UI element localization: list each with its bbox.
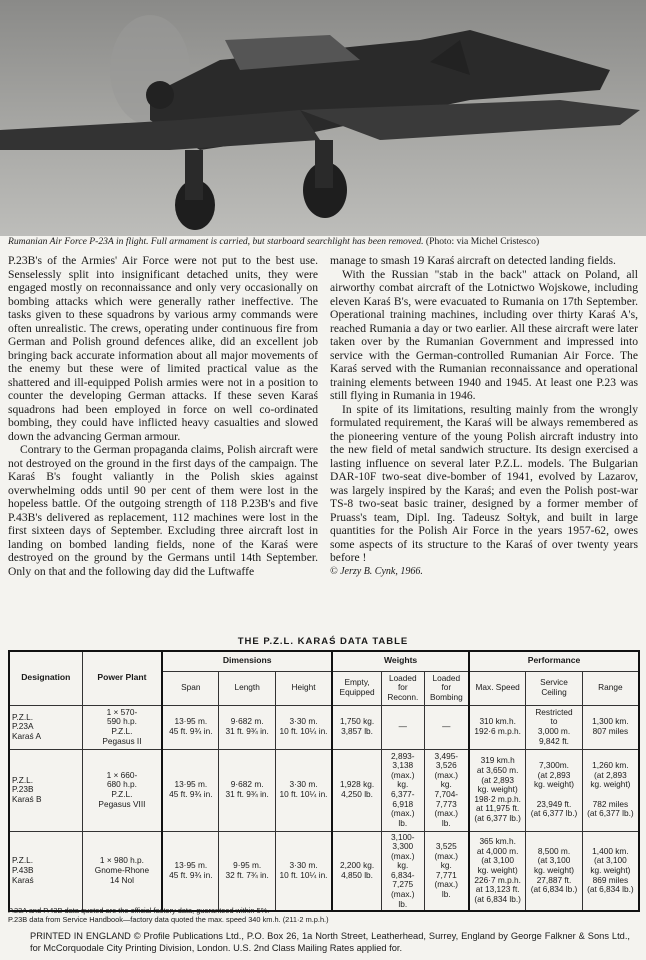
table-cell: — [382, 705, 424, 749]
header-bombing: Loaded for Bombing [424, 671, 469, 705]
table-cell: 1 × 660- 680 h.p. P.Z.L. Pegasus VIII [82, 749, 162, 831]
paragraph: In spite of its limitations, resulting mainly from the wrongly formulated requirement, the Karaś will be always remembered as the pioneering venture of the young Polish aircraft industry into the new field of metal sandwich structure. Its design exercised a lasting influence on several later P.Z.L. models. The Bulgarian DAR-10F two-seat dive-bomber of 1941, evolved by Lazarov, was largely inspired by the Karaś; and even the Polish post-war TS-8 two-seat basic trainer, designed by a former member of Pruass's team, Dipl. Ing. Tadeusz Sołtyk, and built in large quantities for the Polish Air Force in the years 1957-62, owes some aspects of its structure to the Karaś of over twenty years before ! [330, 402, 638, 564]
table-cell: 13·95 m. 45 ft. 9¾ in. [162, 705, 219, 749]
table-title: THE P.Z.L. KARAŚ DATA TABLE [237, 636, 409, 647]
photo-credit: (Photo: via Michel Cristesco) [425, 236, 540, 247]
table-cell: 365 km.h. at 4,000 m. (at 3,100 kg. weight) 226·7 m.p.h. at 13,123 ft. (at 6,834 lb.) [469, 831, 526, 911]
header-dimensions: Dimensions [162, 651, 332, 671]
paragraph: P.23B's of the Armies' Air Force were not put to the best use. Senselessly split into insignificant detached units, they were engaged mostly on reconnaissance and only very occasionally on bombing attacks which were generally rather ineffective. The tasks given to these squadrons by various army commands were often unrealistic. The crews, operating under continuous fire from German and Polish ground defences alike, did an excellent job bringing back accurate information about all major movements of the enemy but these were of limited practical value as the shattered and ill-equipped Polish armies were not in a position to counter the developing German attacks. If these seven Karaś squadrons had been employed in force on well co-ordinated bombing, they could have inflicted heavy casualties and slowed down the advancing German armour. [8, 254, 318, 443]
header-weights: Weights [332, 651, 469, 671]
table-cell: 1,300 km. 807 miles [582, 705, 639, 749]
header-height: Height [275, 671, 332, 705]
table-cell: 3,525 (max.) kg. 7,771 (max.) lb. [424, 831, 469, 911]
table-row [9, 831, 639, 911]
table-notes [8, 906, 329, 924]
table-cell: 1,400 km. (at 3,100 kg. weight) 869 miles (at 6,834 lb.) [582, 831, 639, 911]
table-cell: 9·95 m. 32 ft. 7¾ in. [219, 831, 276, 911]
table-cell: P.Z.L. P.43B Karaś [9, 831, 82, 911]
header-designation: Designation [9, 651, 82, 705]
caption-text: Rumanian Air Force P-23A in flight. Full armament is carried, but starboard searchlight has been removed. [8, 236, 424, 247]
table-cell: 7,300m. (at 2,893 kg. weight) 23,949 ft. (at 6,377 lb.) [526, 749, 583, 831]
table-cell: 319 km.h at 3,650 m. (at 2,893 kg. weight) 198·2 m.p.h. at 11,975 ft. (at 6,377 lb.) [469, 749, 526, 831]
table-cell: 1,928 kg. 4,250 lb. [332, 749, 382, 831]
header-performance: Performance [469, 651, 639, 671]
table-cell: 3·30 m. 10 ft. 10¼ in. [275, 705, 332, 749]
paragraph: manage to smash 19 Karaś aircraft on detected landing fields. [330, 254, 616, 267]
table-cell: 310 km.h. 192·6 m.p.h. [469, 705, 526, 749]
note: P.23A and P.43B data quoted are the official factory data, guaranteed within 5%. [8, 906, 270, 915]
data-table [8, 650, 640, 912]
header-empty: Empty, Equipped [332, 671, 382, 705]
table-cell: 9·682 m. 31 ft. 9¾ in. [219, 749, 276, 831]
header-span: Span [162, 671, 219, 705]
table-row [9, 749, 639, 831]
header-max-speed: Max. Speed [469, 671, 526, 705]
table-cell: 3·30 m. 10 ft. 10¼ in. [275, 749, 332, 831]
printer-footer: PRINTED IN ENGLAND © Profile Publications Ltd., P.O. Box 26, 1a North Street, Leatherhead, Surrey, England by George Falkner & Sons Ltd., for McCorquodale City Printing Division, London. U.S. 2nd Class Mailing Rates applied for. [30, 931, 630, 953]
table-cell: 3·30 m. 10 ft. 10¼ in. [275, 831, 332, 911]
paragraph: With the Russian "stab in the back" attack on Poland, all airworthy combat aircraft of the Lotnictwo Wojskowe, including eleven Karaś B's, were evacuated to Rumania on 17th September. Operational training machines, including over thirty Karaś A's, reached Rumania a day or two earlier. All these aircraft were later taken over by the Rumanian Government and impressed into service with the German-controlled Rumanian Air Force. The Karaś served with the Rumanian reconnaissance and operational training elements between 1940 and 1945. At least one P.23 was still flying in Rumania in 1946. [330, 267, 638, 402]
header-length: Length [219, 671, 276, 705]
table-cell: 2,893- 3,138 (max.) kg. 6,377- 6,918 (max.) lb. [382, 749, 424, 831]
header-ceiling: Service Ceiling [526, 671, 583, 705]
table-cell: 1 × 980 h.p. Gnome-Rhone 14 Nol [82, 831, 162, 911]
aircraft-silhouette-icon [0, 0, 646, 236]
table-cell: Restricted to 3,000 m. 9,842 ft. [526, 705, 583, 749]
header-reconn: Loaded for Reconn. [382, 671, 424, 705]
table-cell: 2,200 kg. 4,850 lb. [332, 831, 382, 911]
header-range: Range [582, 671, 639, 705]
paragraph: Contrary to the German propaganda claims, Polish aircraft were not destroyed on the ground in the first days of the campaign. The Karaś B's fought valiantly in the Polish skies against overwhelming odds until 90 per cent of them were lost in the hopeless battle. Of the outgoing strength of 118 P.23B's and five P.43B's delivered as replacement, 112 machines were lost in the first sixteen days of September. Excluding three aircraft lost in landing on bombed landing fields, none of the Karaś were destroyed on the ground by the Germans until 14th September. Only on that and the following day did the Luftwaffe [8, 443, 318, 578]
article-right-column [330, 254, 638, 578]
table-cell: P.Z.L. P.23B Karaś B [9, 749, 82, 831]
author-signature: © Jerzy B. Cynk, 1966. [330, 565, 423, 577]
table-cell: 13·95 m. 45 ft. 9¾ in. [162, 831, 219, 911]
table-cell: P.Z.L. P.23A Karaś A [9, 705, 82, 749]
table-cell: 3,100- 3,300 (max.) kg. 6,834- 7,275 (max.) lb. [382, 831, 424, 911]
table-cell: 3,495- 3,526 (max.) kg. 7,704- 7,773 (max.) lb. [424, 749, 469, 831]
table-cell: 8,500 m. (at 3,100 kg. weight) 27,887 ft. (at 6,834 lb.) [526, 831, 583, 911]
photo-caption [8, 236, 640, 247]
table-cell: 1 × 570- 590 h.p. P.Z.L. Pegasus II [82, 705, 162, 749]
note: P.23B data from Service Handbook—factory data quoted the max. speed 340 km.h. (211·2 m.p.h.) [8, 915, 329, 924]
table-row [9, 705, 639, 749]
table-cell: 9·682 m. 31 ft. 9¾ in. [219, 705, 276, 749]
table-cell: — [424, 705, 469, 749]
table-cell: 1,260 km. (at 2,893 kg. weight) 782 miles (at 6,377 lb.) [582, 749, 639, 831]
table-cell: 1,750 kg. 3,857 lb. [332, 705, 382, 749]
aircraft-photo [0, 0, 646, 236]
table-cell: 13·95 m. 45 ft. 9¾ in. [162, 749, 219, 831]
article-left-column [8, 254, 318, 578]
header-power-plant: Power Plant [82, 651, 162, 705]
